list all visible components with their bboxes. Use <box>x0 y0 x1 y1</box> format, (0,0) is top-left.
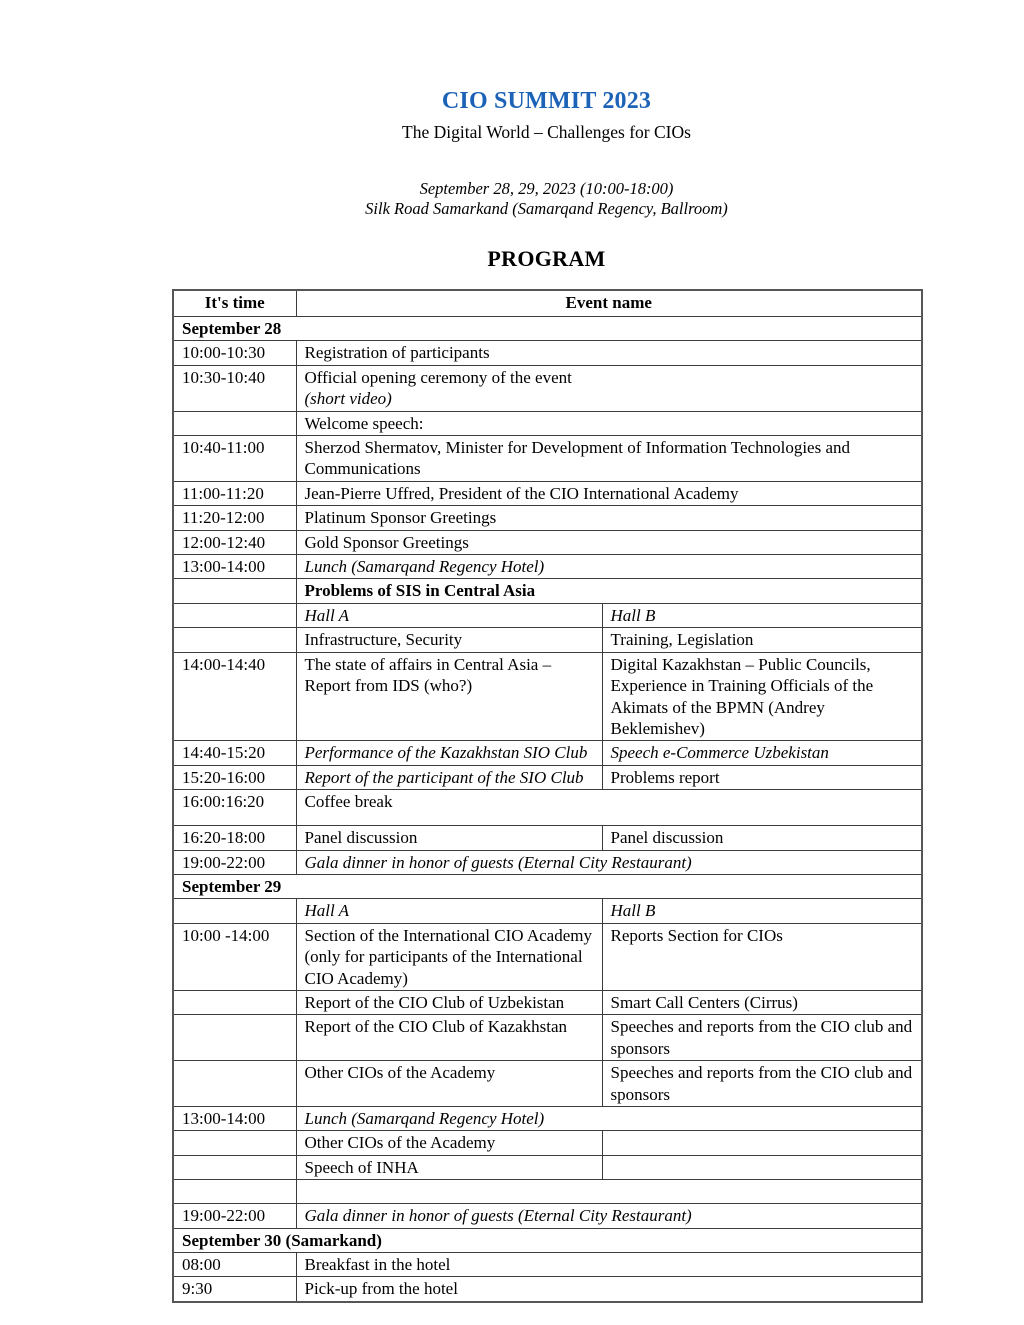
time-cell: 10:00-10:30 <box>173 341 296 365</box>
time-cell <box>173 1155 296 1179</box>
table-row <box>173 1180 922 1204</box>
hall-b-cell: Speeches and reports from the CIO club and sponsors <box>602 1061 922 1107</box>
section-label: September 30 (Samarkand) <box>173 1228 922 1252</box>
table-row <box>173 365 922 411</box>
time-cell: 12:00-12:40 <box>173 530 296 554</box>
hall-a-cell: Hall A <box>296 603 602 627</box>
time-cell: 10:40-11:00 <box>173 436 296 482</box>
table-row <box>173 826 922 850</box>
time-cell: 19:00-22:00 <box>173 1204 296 1228</box>
hall-a-cell: Hall A <box>296 899 602 923</box>
hall-a-cell: The state of affairs in Central Asia – Report from IDS (who?) <box>296 652 602 741</box>
event-cell: Gold Sponsor Greetings <box>296 530 922 554</box>
table-row <box>173 628 922 652</box>
time-cell <box>173 1131 296 1155</box>
hall-b-cell: Speech e-Commerce Uzbekistan <box>602 741 922 765</box>
document-header <box>172 0 921 272</box>
hall-b-cell: Smart Call Centers (Cirrus) <box>602 990 922 1014</box>
hall-a-cell: Infrastructure, Security <box>296 628 602 652</box>
table-row <box>173 1253 922 1277</box>
time-cell <box>173 1180 296 1204</box>
table-row <box>173 603 922 627</box>
time-cell <box>173 628 296 652</box>
table-row <box>173 741 922 765</box>
event-cell: Welcome speech: <box>296 411 922 435</box>
time-cell: 15:20-16:00 <box>173 765 296 789</box>
time-cell: 16:00:16:20 <box>173 790 296 826</box>
table-header-row <box>173 290 922 317</box>
hall-a-cell: Report of the CIO Club of Uzbekistan <box>296 990 602 1014</box>
table-row <box>173 436 922 482</box>
hall-b-cell <box>602 1155 922 1179</box>
time-cell: 16:20-18:00 <box>173 826 296 850</box>
event-cell: Lunch (Samarqand Regency Hotel) <box>296 1107 922 1131</box>
hall-b-cell: Reports Section for CIOs <box>602 923 922 990</box>
table-row <box>173 481 922 505</box>
event-cell: Platinum Sponsor Greetings <box>296 506 922 530</box>
time-cell: 11:20-12:00 <box>173 506 296 530</box>
hall-b-cell: Hall B <box>602 899 922 923</box>
hall-a-cell: Panel discussion <box>296 826 602 850</box>
event-cell: Gala dinner in honor of guests (Eternal City Restaurant) <box>296 1204 922 1228</box>
table-row <box>173 1107 922 1131</box>
table-row <box>173 1155 922 1179</box>
table-row <box>173 530 922 554</box>
hall-b-cell: Digital Kazakhstan – Public Councils, Experience in Training Officials of the Akimats of the BPMN (Andrey Beklemishev) <box>602 652 922 741</box>
table-row <box>173 1015 922 1061</box>
event-cell <box>296 365 922 411</box>
time-cell <box>173 1015 296 1061</box>
hall-b-cell: Training, Legislation <box>602 628 922 652</box>
time-cell <box>173 1061 296 1107</box>
program-table-body <box>173 317 922 1302</box>
hall-a-cell: Performance of the Kazakhstan SIO Club <box>296 741 602 765</box>
time-cell: 14:40-15:20 <box>173 741 296 765</box>
hall-b-cell: Problems report <box>602 765 922 789</box>
event-cell: Lunch (Samarqand Regency Hotel) <box>296 555 922 579</box>
table-row <box>173 1131 922 1155</box>
hall-b-cell: Hall B <box>602 603 922 627</box>
section-label: September 28 <box>173 317 922 341</box>
hall-a-cell: Speech of INHA <box>296 1155 602 1179</box>
table-row <box>173 765 922 789</box>
table-row <box>173 341 922 365</box>
hall-b-cell: Speeches and reports from the CIO club and sponsors <box>602 1015 922 1061</box>
table-row <box>173 652 922 741</box>
event-cell: Gala dinner in honor of guests (Eternal City Restaurant) <box>296 850 922 874</box>
time-cell <box>173 411 296 435</box>
event-cell: Pick-up from the hotel <box>296 1277 922 1302</box>
date-line: September 28, 29, 2023 (10:00-18:00) <box>419 179 674 198</box>
time-cell: 10:30-10:40 <box>173 365 296 411</box>
page-title: CIO SUMMIT 2023 <box>441 88 652 114</box>
hall-a-cell: Report of the CIO Club of Kazakhstan <box>296 1015 602 1061</box>
time-cell: 9:30 <box>173 1277 296 1302</box>
table-row <box>173 1061 922 1107</box>
table-row <box>173 411 922 435</box>
event-cell: Breakfast in the hotel <box>296 1253 922 1277</box>
time-cell: 10:00 -14:00 <box>173 923 296 990</box>
table-row <box>173 990 922 1014</box>
hall-a-cell: Report of the participant of the SIO Club <box>296 765 602 789</box>
subtitle: The Digital World – Challenges for CIOs <box>402 122 691 142</box>
hall-a-cell: Other CIOs of the Academy <box>296 1131 602 1155</box>
table-row <box>173 923 922 990</box>
event-text-line: Official opening ceremony of the event <box>304 367 572 387</box>
table-row <box>173 899 922 923</box>
event-text-line: (short video) <box>304 389 392 409</box>
venue-line: Silk Road Samarkand (Samarqand Regency, Ballroom) <box>365 199 728 218</box>
section-row <box>173 1228 922 1252</box>
time-cell: 08:00 <box>173 1253 296 1277</box>
section-label: September 29 <box>173 874 922 898</box>
time-cell: 13:00-14:00 <box>173 555 296 579</box>
time-cell <box>173 603 296 627</box>
event-cell: Sherzod Shermatov, Minister for Development of Information Technologies and Communications <box>296 436 922 482</box>
table-row <box>173 1204 922 1228</box>
table-row <box>173 555 922 579</box>
program-table <box>172 289 923 1303</box>
hall-b-cell: Panel discussion <box>602 826 922 850</box>
time-cell: 19:00-22:00 <box>173 850 296 874</box>
hall-b-cell <box>602 1131 922 1155</box>
time-cell: 13:00-14:00 <box>173 1107 296 1131</box>
event-cell: Problems of SIS in Central Asia <box>296 579 922 603</box>
section-row <box>173 874 922 898</box>
event-cell: Coffee break <box>296 790 922 826</box>
program-heading: PROGRAM <box>487 246 606 271</box>
hall-a-cell: Other CIOs of the Academy <box>296 1061 602 1107</box>
time-cell <box>173 899 296 923</box>
table-row <box>173 579 922 603</box>
table-row <box>173 506 922 530</box>
event-cell <box>296 1180 922 1204</box>
table-row <box>173 790 922 826</box>
time-cell: 11:00-11:20 <box>173 481 296 505</box>
hall-a-cell: Section of the International CIO Academy (only for participants of the International CIO Academy) <box>296 923 602 990</box>
time-column-header: It's time <box>173 290 296 317</box>
table-row <box>173 1277 922 1302</box>
section-row <box>173 317 922 341</box>
event-cell: Registration of participants <box>296 341 922 365</box>
time-cell <box>173 990 296 1014</box>
event-cell: Jean-Pierre Uffred, President of the CIO International Academy <box>296 481 922 505</box>
time-cell <box>173 579 296 603</box>
event-column-header: Event name <box>296 290 922 317</box>
time-cell: 14:00-14:40 <box>173 652 296 741</box>
table-row <box>173 850 922 874</box>
